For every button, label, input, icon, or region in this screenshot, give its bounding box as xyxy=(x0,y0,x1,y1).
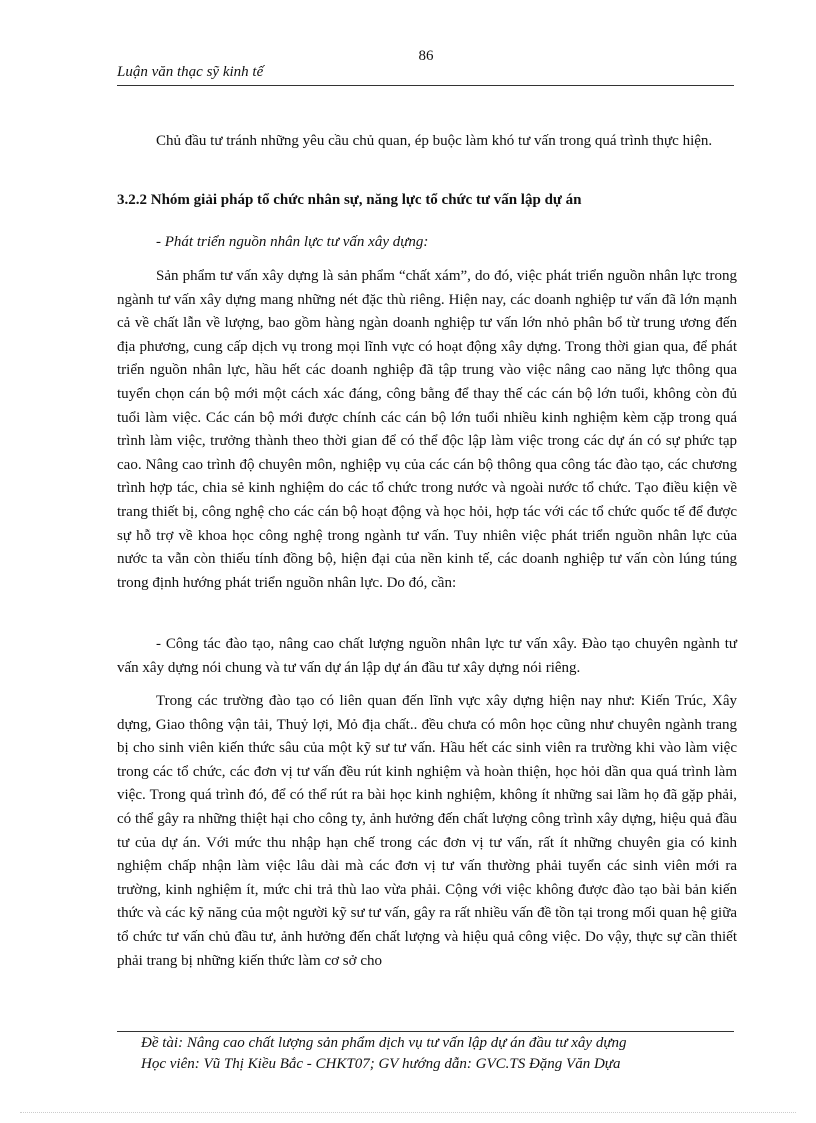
page-footer xyxy=(117,1033,737,1075)
page-number: 86 xyxy=(418,48,434,64)
body-paragraph-3: Trong các trường đào tạo có liên quan đến lĩnh vực xây dựng hiện nay như: Kiến Trúc, Xây dựng, Giao thông vận tải, Thuỷ lợi, Mỏ địa chất.. đều chưa có môn học cũng như chuyên ngành trang bị cho sinh viên kiến thức sâu của một kỹ sư tư vấn. Hầu hết các sinh viên ra trường khi vào làm việc trong các tổ chức, các đơn vị tư vấn đều rút kinh nghiệm và hoàn thiện, học hỏi dần qua quá trình làm việc. Trong quá trình đó, để có thể rút ra bài học kinh nghiệm, không ít những sai lầm họ đã gặp phải, có thể gây ra những thiệt hại cho công ty, ảnh hưởng đến chất lượng công trình xây dựng, hiệu quả đầu tư của dự án. Với mức thu nhập hạn chế trong các đơn vị tư vấn, rất ít những chuyên gia có kinh nghiệm chấp nhận làm việc lâu dài mà các đơn vị tư vấn thường phải tuyển các sinh viên mới ra trường, kinh nghiệm ít, mức chi trả thù lao vừa phải. Cộng với việc không được đào tạo bài bản kiến thức và các kỹ năng của một người kỹ sư tư vấn, gây ra rất nhiều vấn đề tồn tại trong mối quan hệ giữa tổ chức tư vấn chủ đầu tư, ảnh hưởng đến chất lượng và hiệu quả công việc. Do vậy, thực sự cần thiết phải trang bị những kiến thức làm cơ sở cho xyxy=(117,693,737,969)
footer-divider xyxy=(117,1031,734,1032)
body-paragraph-2-block xyxy=(117,633,737,680)
page-bottom-border xyxy=(20,1112,796,1113)
footer-student: Học viên: Vũ Thị Kiều Bắc - CHKT07; GV hướng dẫn: GVC.TS Đặng Văn Dựa xyxy=(141,1056,621,1072)
footer-topic: Đề tài: Nâng cao chất lượng sản phẩm dịch vụ tư vấn lập dự án đầu tư xây dựng xyxy=(141,1035,627,1051)
header-divider xyxy=(117,85,734,86)
body-paragraph-1-block xyxy=(117,265,737,595)
subheading: - Phát triển nguồn nhân lực tư vấn xây dựng: xyxy=(156,234,429,250)
lead-paragraph: Chủ đầu tư tránh những yêu cầu chủ quan, ép buộc làm khó tư vấn trong quá trình thực hiện. xyxy=(156,133,713,149)
body-paragraph-1: Sản phẩm tư vấn xây dựng là sản phẩm “chất xám”, do đó, việc phát triển nguồn nhân lực trong ngành tư vấn xây dựng mang những nét đặc thù riêng. Hiện nay, các doanh nghiệp tư vấn đã lớn mạnh cả về chất lẫn về lượng, bao gồm hàng ngàn doanh nghiệp tư vấn lớn nhỏ phân bổ từ trung ương đến địa phương, cung cấp dịch vụ trong mọi lĩnh vực có hoạt động xây dựng. Trong thời gian qua, để phát triển nguồn nhân lực, hầu hết các doanh nghiệp đã tập trung vào việc nâng cao năng lực thông qua tuyển chọn cán bộ mới một cách xác đáng, công bằng để thay thế các cán bộ lớn tuổi, không còn đủ tuổi làm việc. Các cán bộ mới được chính các cán bộ lớn tuổi nhiều kinh nghiệm kèm cặp trong quá trình làm việc, trưởng thành theo thời gian để có thể độc lập làm việc trong các dự án có sự phức tạp cao. Nâng cao trình độ chuyên môn, nghiệp vụ của các cán bộ thông qua công tác đào tạo, các chương trình hợp tác, chia sẻ kinh nghiệm do các tổ chức trong nước và ngoài nước tổ chức. Tạo điều kiện về trang thiết bị, công nghệ cho các cán bộ hoạt động và học hỏi, hợp tác với các tổ chức quốc tế để được sự hỗ trợ về khoa học công nghệ trong ngành tư vấn. Tuy nhiên việc phát triển nguồn nhân lực của nước ta vẫn còn thiếu tính đồng bộ, hiện đại của nền kinh tế, các doanh nghiệp tư vấn còn lúng túng trong định hướng phát triển nguồn nhân lực. Do đó, cần: xyxy=(117,268,737,591)
section-heading: 3.2.2 Nhóm giải pháp tổ chức nhân sự, năng lực tổ chức tư vấn lập dự án xyxy=(117,192,582,208)
body-paragraph-3-block xyxy=(117,690,737,973)
body-paragraph-2: - Công tác đào tạo, nâng cao chất lượng nguồn nhân lực tư vấn xây. Đào tạo chuyên ngành tư vấn xây dựng nói chung và tư vấn dự án lập dự án đầu tư xây dựng nói riêng. xyxy=(117,636,737,676)
running-header-title: Luận văn thạc sỹ kinh tế xyxy=(117,64,264,80)
